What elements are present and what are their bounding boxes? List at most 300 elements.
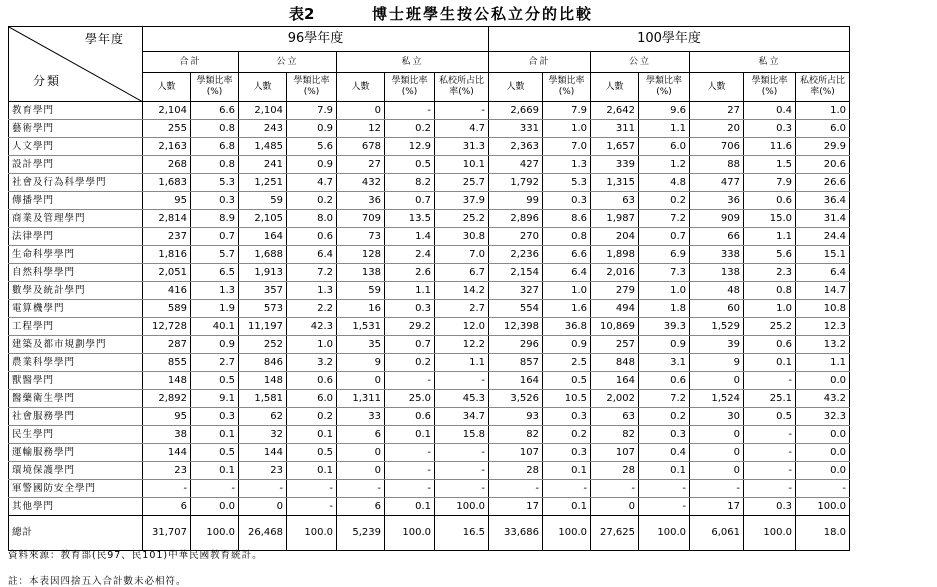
value-cell: 2,051 — [143, 264, 191, 282]
value-cell: 9.1 — [191, 390, 239, 408]
value-cell: 252 — [239, 336, 287, 354]
value-cell: 5.6 — [744, 246, 796, 264]
table-row — [9, 138, 850, 156]
value-cell: 31.4 — [796, 210, 850, 228]
table-row — [9, 264, 850, 282]
value-cell: 6 — [143, 498, 191, 516]
value-cell: 93 — [489, 408, 543, 426]
value-cell: - — [385, 480, 435, 498]
value-cell: 1,251 — [239, 174, 287, 192]
subheader-share-100: 學類比率(%) — [744, 73, 796, 102]
value-cell: 25.7 — [435, 174, 489, 192]
year-96-header: 96學年度 — [143, 27, 489, 52]
value-cell: 0.9 — [287, 156, 337, 174]
value-cell: 1.1 — [744, 228, 796, 246]
value-cell: 2.6 — [385, 264, 435, 282]
value-cell: 0.1 — [543, 462, 591, 480]
value-cell: 2.3 — [744, 264, 796, 282]
value-cell: 0.8 — [744, 282, 796, 300]
category-cell: 藝術學門 — [9, 120, 143, 138]
value-cell: 12,398 — [489, 318, 543, 336]
table-row — [9, 120, 850, 138]
value-cell: 0.0 — [796, 462, 850, 480]
value-cell: 26,468 — [239, 516, 287, 551]
value-cell: 0 — [337, 444, 385, 462]
value-cell: 270 — [489, 228, 543, 246]
value-cell: 0.5 — [744, 408, 796, 426]
value-cell: 7.0 — [435, 246, 489, 264]
value-cell: 0.0 — [796, 444, 850, 462]
value-cell: 26.6 — [796, 174, 850, 192]
value-cell: 14.7 — [796, 282, 850, 300]
category-cell: 社會及行為科學學門 — [9, 174, 143, 192]
value-cell: 1,657 — [591, 138, 639, 156]
value-cell: 7.9 — [287, 102, 337, 120]
table-row — [9, 282, 850, 300]
value-cell: - — [435, 462, 489, 480]
value-cell: 48 — [690, 282, 744, 300]
value-cell: 6.4 — [796, 264, 850, 282]
value-cell: 2,814 — [143, 210, 191, 228]
value-cell: 0.5 — [287, 444, 337, 462]
value-cell: 331 — [489, 120, 543, 138]
subheader-count-100: 人數 — [591, 73, 639, 102]
value-cell: 0.3 — [543, 408, 591, 426]
value-cell: 2,163 — [143, 138, 191, 156]
value-cell: 0 — [337, 462, 385, 480]
value-cell: 45.3 — [435, 390, 489, 408]
value-cell: 12.9 — [385, 138, 435, 156]
value-cell: 6.0 — [287, 390, 337, 408]
value-cell: 59 — [239, 192, 287, 210]
value-cell: 0 — [337, 372, 385, 390]
value-cell: 0.5 — [191, 444, 239, 462]
value-cell: 12,728 — [143, 318, 191, 336]
value-cell: 0 — [591, 498, 639, 516]
value-cell: 2,669 — [489, 102, 543, 120]
value-cell: - — [435, 480, 489, 498]
value-cell: 0 — [690, 372, 744, 390]
value-cell: 28 — [489, 462, 543, 480]
value-cell: 0.6 — [287, 228, 337, 246]
value-cell: 66 — [690, 228, 744, 246]
value-cell: 0.7 — [191, 228, 239, 246]
value-cell: 2.7 — [191, 354, 239, 372]
subheader-share-96: 學類比率(%) — [287, 73, 337, 102]
value-cell: 30 — [690, 408, 744, 426]
value-cell: 1.8 — [639, 300, 690, 318]
value-cell: - — [239, 480, 287, 498]
value-cell: 73 — [337, 228, 385, 246]
value-cell: 432 — [337, 174, 385, 192]
value-cell: - — [385, 102, 435, 120]
value-cell: 16.5 — [435, 516, 489, 551]
value-cell: 4.7 — [435, 120, 489, 138]
value-cell: 15.0 — [744, 210, 796, 228]
value-cell: 100.0 — [191, 516, 239, 551]
value-cell: 12.2 — [435, 336, 489, 354]
value-cell: 6.0 — [796, 120, 850, 138]
table-row — [9, 102, 850, 120]
category-cell: 環境保護學門 — [9, 462, 143, 480]
rounding-note: 註：本表因四捨五入合計數未必相符。 — [8, 576, 187, 587]
table-row — [9, 210, 850, 228]
value-cell: 0.9 — [543, 336, 591, 354]
value-cell: 0.3 — [191, 408, 239, 426]
value-cell: 0.6 — [744, 336, 796, 354]
value-cell: 0.1 — [639, 462, 690, 480]
table-row — [9, 372, 850, 390]
value-cell: 6.8 — [191, 138, 239, 156]
value-cell: 0.1 — [191, 462, 239, 480]
subheader-count-96: 人數 — [143, 73, 191, 102]
value-cell: 3,526 — [489, 390, 543, 408]
category-cell: 建築及都市規劃學門 — [9, 336, 143, 354]
value-cell: 0 — [690, 426, 744, 444]
value-cell: 95 — [143, 192, 191, 210]
table-row — [9, 336, 850, 354]
value-cell: 1.0 — [744, 300, 796, 318]
value-cell: 148 — [239, 372, 287, 390]
value-cell: 477 — [690, 174, 744, 192]
value-cell: 39 — [690, 336, 744, 354]
value-cell: 1.1 — [796, 354, 850, 372]
value-cell: 241 — [239, 156, 287, 174]
subheader-count-96: 人數 — [239, 73, 287, 102]
value-cell: 33 — [337, 408, 385, 426]
statistics-table — [8, 26, 850, 551]
group-private-96: 私立 — [337, 52, 489, 73]
value-cell: 6.4 — [543, 264, 591, 282]
category-cell: 商業及管理學門 — [9, 210, 143, 228]
value-cell: 9 — [690, 354, 744, 372]
value-cell: 0 — [337, 102, 385, 120]
value-cell: 7.0 — [543, 138, 591, 156]
value-cell: - — [639, 480, 690, 498]
value-cell: 36.8 — [543, 318, 591, 336]
value-cell: - — [796, 480, 850, 498]
value-cell: 16 — [337, 300, 385, 318]
value-cell: 0.5 — [191, 372, 239, 390]
value-cell: 0.6 — [287, 372, 337, 390]
value-cell: 0.4 — [744, 102, 796, 120]
value-cell: 678 — [337, 138, 385, 156]
value-cell: 138 — [337, 264, 385, 282]
value-cell: 1,913 — [239, 264, 287, 282]
value-cell: 6 — [337, 498, 385, 516]
table-row — [9, 300, 850, 318]
value-cell: 1.0 — [287, 336, 337, 354]
value-cell: 9.6 — [639, 102, 690, 120]
value-cell: - — [690, 480, 744, 498]
value-cell: 1.6 — [543, 300, 591, 318]
value-cell: 27 — [337, 156, 385, 174]
value-cell: 17 — [489, 498, 543, 516]
value-cell: 0.1 — [287, 462, 337, 480]
value-cell: 5.3 — [543, 174, 591, 192]
value-cell: 0.3 — [639, 426, 690, 444]
value-cell: 0.3 — [543, 444, 591, 462]
table-caption: 博士班學生按公私立分的比較 — [372, 5, 594, 23]
value-cell: 164 — [591, 372, 639, 390]
value-cell: 0.7 — [385, 336, 435, 354]
value-cell: 100.0 — [435, 498, 489, 516]
value-cell: 100.0 — [543, 516, 591, 551]
corner-category-label: 分類 — [33, 74, 62, 88]
value-cell: 6 — [337, 426, 385, 444]
value-cell: 1,531 — [337, 318, 385, 336]
value-cell: 0 — [690, 462, 744, 480]
subheader-share-100: 學類比率(%) — [639, 73, 690, 102]
value-cell: - — [337, 480, 385, 498]
value-cell: 164 — [489, 372, 543, 390]
subheader-count-100: 人數 — [690, 73, 744, 102]
value-cell: 0.2 — [543, 426, 591, 444]
category-cell: 軍警國防安全學門 — [9, 480, 143, 498]
value-cell: 909 — [690, 210, 744, 228]
group-total-100: 合計 — [489, 52, 591, 73]
value-cell: 32 — [239, 426, 287, 444]
value-cell: 2,896 — [489, 210, 543, 228]
value-cell: 1.0 — [639, 282, 690, 300]
value-cell: - — [385, 462, 435, 480]
category-cell: 民生學門 — [9, 426, 143, 444]
category-cell: 生命科學學門 — [9, 246, 143, 264]
value-cell: 144 — [239, 444, 287, 462]
value-cell: 10.1 — [435, 156, 489, 174]
table-row — [9, 390, 850, 408]
value-cell: 10.5 — [543, 390, 591, 408]
value-cell: - — [639, 498, 690, 516]
value-cell: 0.1 — [191, 426, 239, 444]
value-cell: 846 — [239, 354, 287, 372]
value-cell: 0.8 — [191, 120, 239, 138]
value-cell: 36 — [337, 192, 385, 210]
value-cell: 25.2 — [435, 210, 489, 228]
value-cell: 13.5 — [385, 210, 435, 228]
value-cell: 28 — [591, 462, 639, 480]
table-row — [9, 408, 850, 426]
value-cell: 37.9 — [435, 192, 489, 210]
value-cell: 33,686 — [489, 516, 543, 551]
value-cell: 1,898 — [591, 246, 639, 264]
value-cell: 0.2 — [639, 192, 690, 210]
value-cell: - — [744, 480, 796, 498]
value-cell: 1,529 — [690, 318, 744, 336]
value-cell: 3.2 — [287, 354, 337, 372]
value-cell: 1,987 — [591, 210, 639, 228]
value-cell: - — [591, 480, 639, 498]
value-cell: 1,816 — [143, 246, 191, 264]
value-cell: 848 — [591, 354, 639, 372]
value-cell: 12 — [337, 120, 385, 138]
value-cell: 0.7 — [385, 192, 435, 210]
value-cell: 2,105 — [239, 210, 287, 228]
value-cell: 40.1 — [191, 318, 239, 336]
category-cell: 自然科學學門 — [9, 264, 143, 282]
corner-header — [9, 27, 143, 102]
value-cell: 0.2 — [639, 408, 690, 426]
value-cell: 0.2 — [385, 354, 435, 372]
value-cell: 2.2 — [287, 300, 337, 318]
value-cell: 1.2 — [639, 156, 690, 174]
value-cell: 1.0 — [543, 282, 591, 300]
value-cell: 100.0 — [744, 516, 796, 551]
value-cell: 1,792 — [489, 174, 543, 192]
value-cell: 0.3 — [191, 192, 239, 210]
value-cell: - — [385, 372, 435, 390]
source-note: 資料來源：教育部(民97、民101)中華民國教育統計。 — [8, 550, 263, 561]
value-cell: 857 — [489, 354, 543, 372]
category-cell: 人文學門 — [9, 138, 143, 156]
value-cell: 3.1 — [639, 354, 690, 372]
value-cell: 0.2 — [287, 408, 337, 426]
value-cell: 2,236 — [489, 246, 543, 264]
table-row — [9, 192, 850, 210]
value-cell: 100.0 — [639, 516, 690, 551]
value-cell: 2,642 — [591, 102, 639, 120]
category-cell: 設計學門 — [9, 156, 143, 174]
value-cell: 39.3 — [639, 318, 690, 336]
value-cell: 2,016 — [591, 264, 639, 282]
value-cell: 5.6 — [287, 138, 337, 156]
value-cell: 20.6 — [796, 156, 850, 174]
category-cell: 社會服務學門 — [9, 408, 143, 426]
value-cell: 38 — [143, 426, 191, 444]
subheader-count-96: 人數 — [337, 73, 385, 102]
value-cell: 1.1 — [385, 282, 435, 300]
value-cell: 15.8 — [435, 426, 489, 444]
value-cell: 7.2 — [639, 210, 690, 228]
category-cell: 醫藥衛生學門 — [9, 390, 143, 408]
corner-year-label: 學年度 — [84, 32, 124, 46]
value-cell: 8.0 — [287, 210, 337, 228]
value-cell: 0.8 — [543, 228, 591, 246]
subheader-share-96: 學類比率(%) — [385, 73, 435, 102]
value-cell: 11.6 — [744, 138, 796, 156]
value-cell: 25.2 — [744, 318, 796, 336]
table-title — [0, 3, 937, 23]
value-cell: 0.1 — [287, 426, 337, 444]
value-cell: 88 — [690, 156, 744, 174]
value-cell: 27 — [690, 102, 744, 120]
value-cell: 36 — [690, 192, 744, 210]
value-cell: 12.3 — [796, 318, 850, 336]
value-cell: 2.7 — [435, 300, 489, 318]
value-cell: 1.4 — [385, 228, 435, 246]
value-cell: 99 — [489, 192, 543, 210]
value-cell: 6.9 — [639, 246, 690, 264]
value-cell: 0.3 — [543, 192, 591, 210]
value-cell: 128 — [337, 246, 385, 264]
value-cell: 23 — [143, 462, 191, 480]
value-cell: - — [435, 372, 489, 390]
value-cell: 164 — [239, 228, 287, 246]
value-cell: 1.5 — [744, 156, 796, 174]
value-cell: 4.7 — [287, 174, 337, 192]
value-cell: 0.2 — [287, 192, 337, 210]
value-cell: - — [744, 462, 796, 480]
total-row — [9, 516, 850, 551]
value-cell: 7.9 — [744, 174, 796, 192]
value-cell: - — [287, 480, 337, 498]
value-cell: - — [744, 372, 796, 390]
value-cell: 27,625 — [591, 516, 639, 551]
value-cell: 0.3 — [744, 120, 796, 138]
value-cell: 2.5 — [543, 354, 591, 372]
table-row — [9, 354, 850, 372]
table-row — [9, 444, 850, 462]
value-cell: 0.7 — [639, 228, 690, 246]
value-cell: 25.0 — [385, 390, 435, 408]
category-cell: 教育學門 — [9, 102, 143, 120]
value-cell: - — [744, 444, 796, 462]
value-cell: 6.5 — [191, 264, 239, 282]
value-cell: 279 — [591, 282, 639, 300]
subheader-count-100: 人數 — [489, 73, 543, 102]
value-cell: 416 — [143, 282, 191, 300]
value-cell: 0.3 — [385, 300, 435, 318]
value-cell: 6.6 — [543, 246, 591, 264]
value-cell: 0.5 — [543, 372, 591, 390]
value-cell: 6.4 — [287, 246, 337, 264]
value-cell: 138 — [690, 264, 744, 282]
value-cell: 1,315 — [591, 174, 639, 192]
value-cell: 5.3 — [191, 174, 239, 192]
value-cell: - — [435, 444, 489, 462]
year-header-row — [9, 27, 850, 52]
value-cell: 7.2 — [639, 390, 690, 408]
value-cell: 107 — [591, 444, 639, 462]
value-cell: 357 — [239, 282, 287, 300]
value-cell: 13.2 — [796, 336, 850, 354]
category-cell: 工程學門 — [9, 318, 143, 336]
value-cell: 29.2 — [385, 318, 435, 336]
value-cell: 1,688 — [239, 246, 287, 264]
category-cell: 電算機學門 — [9, 300, 143, 318]
value-cell: 6,061 — [690, 516, 744, 551]
value-cell: 24.4 — [796, 228, 850, 246]
value-cell: 43.2 — [796, 390, 850, 408]
value-cell: 1,524 — [690, 390, 744, 408]
value-cell: 60 — [690, 300, 744, 318]
value-cell: 0.9 — [287, 120, 337, 138]
value-cell: 7.2 — [287, 264, 337, 282]
value-cell: 589 — [143, 300, 191, 318]
value-cell: 148 — [143, 372, 191, 390]
value-cell: 82 — [489, 426, 543, 444]
value-cell: - — [385, 444, 435, 462]
value-cell: 8.2 — [385, 174, 435, 192]
value-cell: 6.7 — [435, 264, 489, 282]
value-cell: 36.4 — [796, 192, 850, 210]
value-cell: 573 — [239, 300, 287, 318]
value-cell: 0.9 — [639, 336, 690, 354]
value-cell: 2,002 — [591, 390, 639, 408]
year-100-header: 100學年度 — [489, 27, 850, 52]
value-cell: 1.1 — [435, 354, 489, 372]
subheader-private-share-96: 私校所占比率(%) — [435, 73, 489, 102]
value-cell: 2,154 — [489, 264, 543, 282]
value-cell: 338 — [690, 246, 744, 264]
category-cell: 數學及統計學門 — [9, 282, 143, 300]
value-cell: 100.0 — [796, 498, 850, 516]
category-cell: 傳播學門 — [9, 192, 143, 210]
value-cell: 23 — [239, 462, 287, 480]
value-cell: 706 — [690, 138, 744, 156]
table-row — [9, 462, 850, 480]
value-cell: 0.3 — [744, 498, 796, 516]
